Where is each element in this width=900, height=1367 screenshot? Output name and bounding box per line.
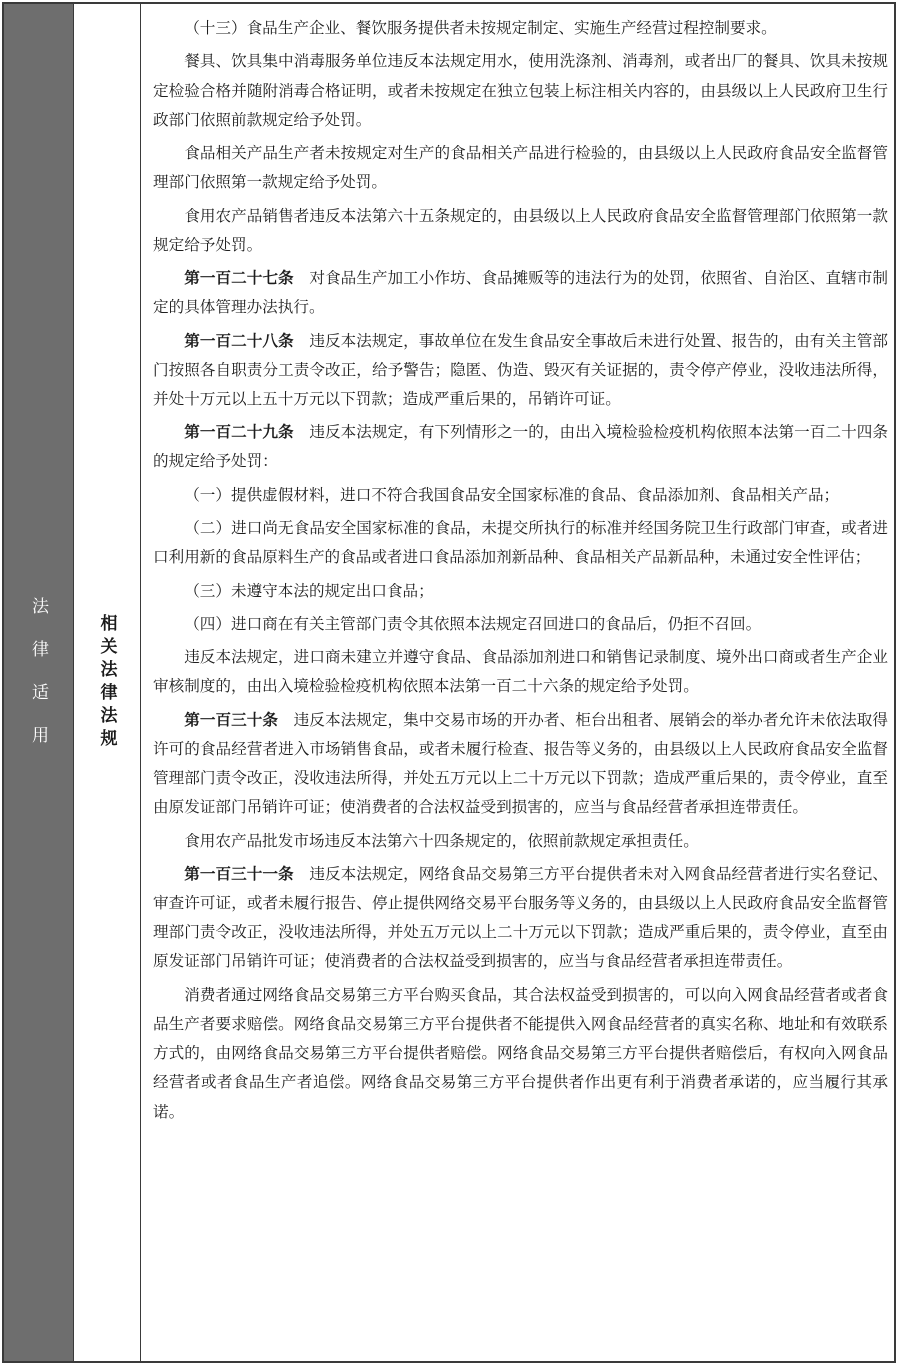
article-paragraph	[153, 327, 888, 415]
paragraph-text: 消费者通过网络食品交易第三方平台购买食品，其合法权益受到损害的，可以向入网食品经营者或者食品生产者要求赔偿。网络食品交易第三方平台提供者不能提供入网食品经营者的真实名称、地址和有效联系方式的，由网络食品交易第三方平台提供者赔偿。网络食品交易第三方平台提供者赔偿后，有权向入网食品经营者或者食品生产者追偿。网络食品交易第三方平台提供者作出更有利于消费者承诺的，应当履行其承诺。	[153, 985, 888, 1121]
paragraph-text: 对食品生产加工小作坊、食品摊贩等的违法行为的处罚，依照省、自治区、直辖市制定的具体管理办法执行。	[153, 269, 888, 317]
paragraph	[153, 514, 888, 572]
paragraph-text: （四）进口商在有关主管部门责令其依照本法规定召回进口的食品后，仍拒不召回。	[184, 614, 762, 633]
paragraph-text: 违反本法规定，进口商未建立并遵守食品、食品添加剂进口和销售记录制度、境外出口商或者生产企业审核制度的，由出入境检验检疫机构依照本法第一百二十六条的规定给予处罚。	[153, 648, 888, 696]
category-column	[4, 4, 74, 1361]
paragraph	[153, 981, 888, 1127]
article-heading: 第一百二十八条	[184, 331, 294, 350]
paragraph-text: （十三）食品生产企业、餐饮服务提供者未按规定制定、实施生产经营过程控制要求。	[184, 19, 777, 37]
paragraph	[153, 139, 888, 197]
article-heading: 第一百二十七条	[184, 269, 294, 287]
article-paragraph	[153, 264, 888, 322]
subcategory-label: 相关法律法规	[96, 613, 117, 752]
article-paragraph	[153, 418, 888, 476]
paragraph-text: 餐具、饮具集中消毒服务单位违反本法规定用水，使用洗涤剂、消毒剂，或者出厂的餐具、饮具未按规定检验合格并随附消毒合格证明，或者未按规定在独立包装上标注相关内容的，由县级以上人民政府卫生行政部门依照前款规定给予处罚。	[153, 52, 888, 129]
paragraph	[153, 643, 888, 701]
paragraph-text: 违反本法规定，有下列情形之一的，由出入境检验检疫机构依照本法第一百二十四条的规定给予处罚：	[153, 423, 888, 471]
paragraph	[153, 47, 888, 135]
paragraph	[153, 827, 888, 856]
paragraph-text: 违反本法规定，事故单位在发生食品安全事故后未进行处置、报告的，由有关主管部门按照各自职责分工责令改正，给予警告；隐匿、伪造、毁灭有关证据的，责令停产停业，没收违法所得，并处十万元以上五十万元以下罚款；造成严重后果的，吊销许可证。	[153, 331, 888, 408]
paragraph	[153, 577, 888, 606]
paragraph-text: 食品相关产品生产者未按规定对生产的食品相关产品进行检验的，由县级以上人民政府食品安全监督管理部门依照第一款规定给予处罚。	[153, 144, 888, 192]
paragraph-text: 违反本法规定，网络食品交易第三方平台提供者未对入网食品经营者进行实名登记、审查许可证，或者未履行报告、停止提供网络交易平台服务等义务的，由县级以上人民政府食品安全监督管理部门责令改正，没收违法所得，并处五万元以上二十万元以下罚款；造成严重后果的，责令停业，直至由原发证部门吊销许可证；使消费者的合法权益受到损害的，应当与食品经营者承担连带责任。	[153, 864, 888, 971]
article-paragraph	[153, 860, 888, 977]
paragraph	[153, 14, 888, 43]
paragraph-text: 食用农产品销售者违反本法第六十五条规定的，由县级以上人民政府食品安全监督管理部门依照第一款规定给予处罚。	[153, 206, 888, 254]
paragraph	[153, 481, 888, 510]
law-table	[2, 2, 896, 1363]
subcategory-column	[74, 4, 141, 1361]
article-heading: 第一百三十条	[184, 710, 279, 729]
paragraph-text: （二）进口尚无食品安全国家标准的食品，未提交所执行的标准并经国务院卫生行政部门审查，或者进口利用新的食品原料生产的食品或者进口食品添加剂新品种、食品相关产品新品种，未通过安全性评估；	[153, 519, 888, 567]
category-label: 法律适用	[28, 596, 48, 769]
paragraph-text: 食用农产品批发市场违反本法第六十四条规定的，依照前款规定承担责任。	[184, 831, 699, 850]
paragraph-text: （一）提供虚假材料，进口不符合我国食品安全国家标准的食品、食品添加剂、食品相关产品；	[184, 485, 840, 504]
article-heading: 第一百二十九条	[184, 423, 294, 442]
article-paragraph	[153, 706, 888, 823]
article-heading: 第一百三十一条	[184, 864, 294, 883]
law-text-body	[141, 4, 894, 1361]
paragraph-text: 违反本法规定，集中交易市场的开办者、柜台出租者、展销会的举办者允许未依法取得许可的食品经营者进入市场销售食品，或者未履行检查、报告等义务的，由县级以上人民政府食品安全监督管理部门责令改正，没收违法所得，并处五万元以上二十万元以下罚款；造成严重后果的，责令停业，直至由原发证部门吊销许可证；使消费者的合法权益受到损害的，应当与食品经营者承担连带责任。	[153, 710, 888, 817]
paragraph	[153, 610, 888, 639]
paragraph	[153, 202, 888, 260]
paragraph-text: （三）未遵守本法的规定出口食品；	[184, 581, 434, 600]
